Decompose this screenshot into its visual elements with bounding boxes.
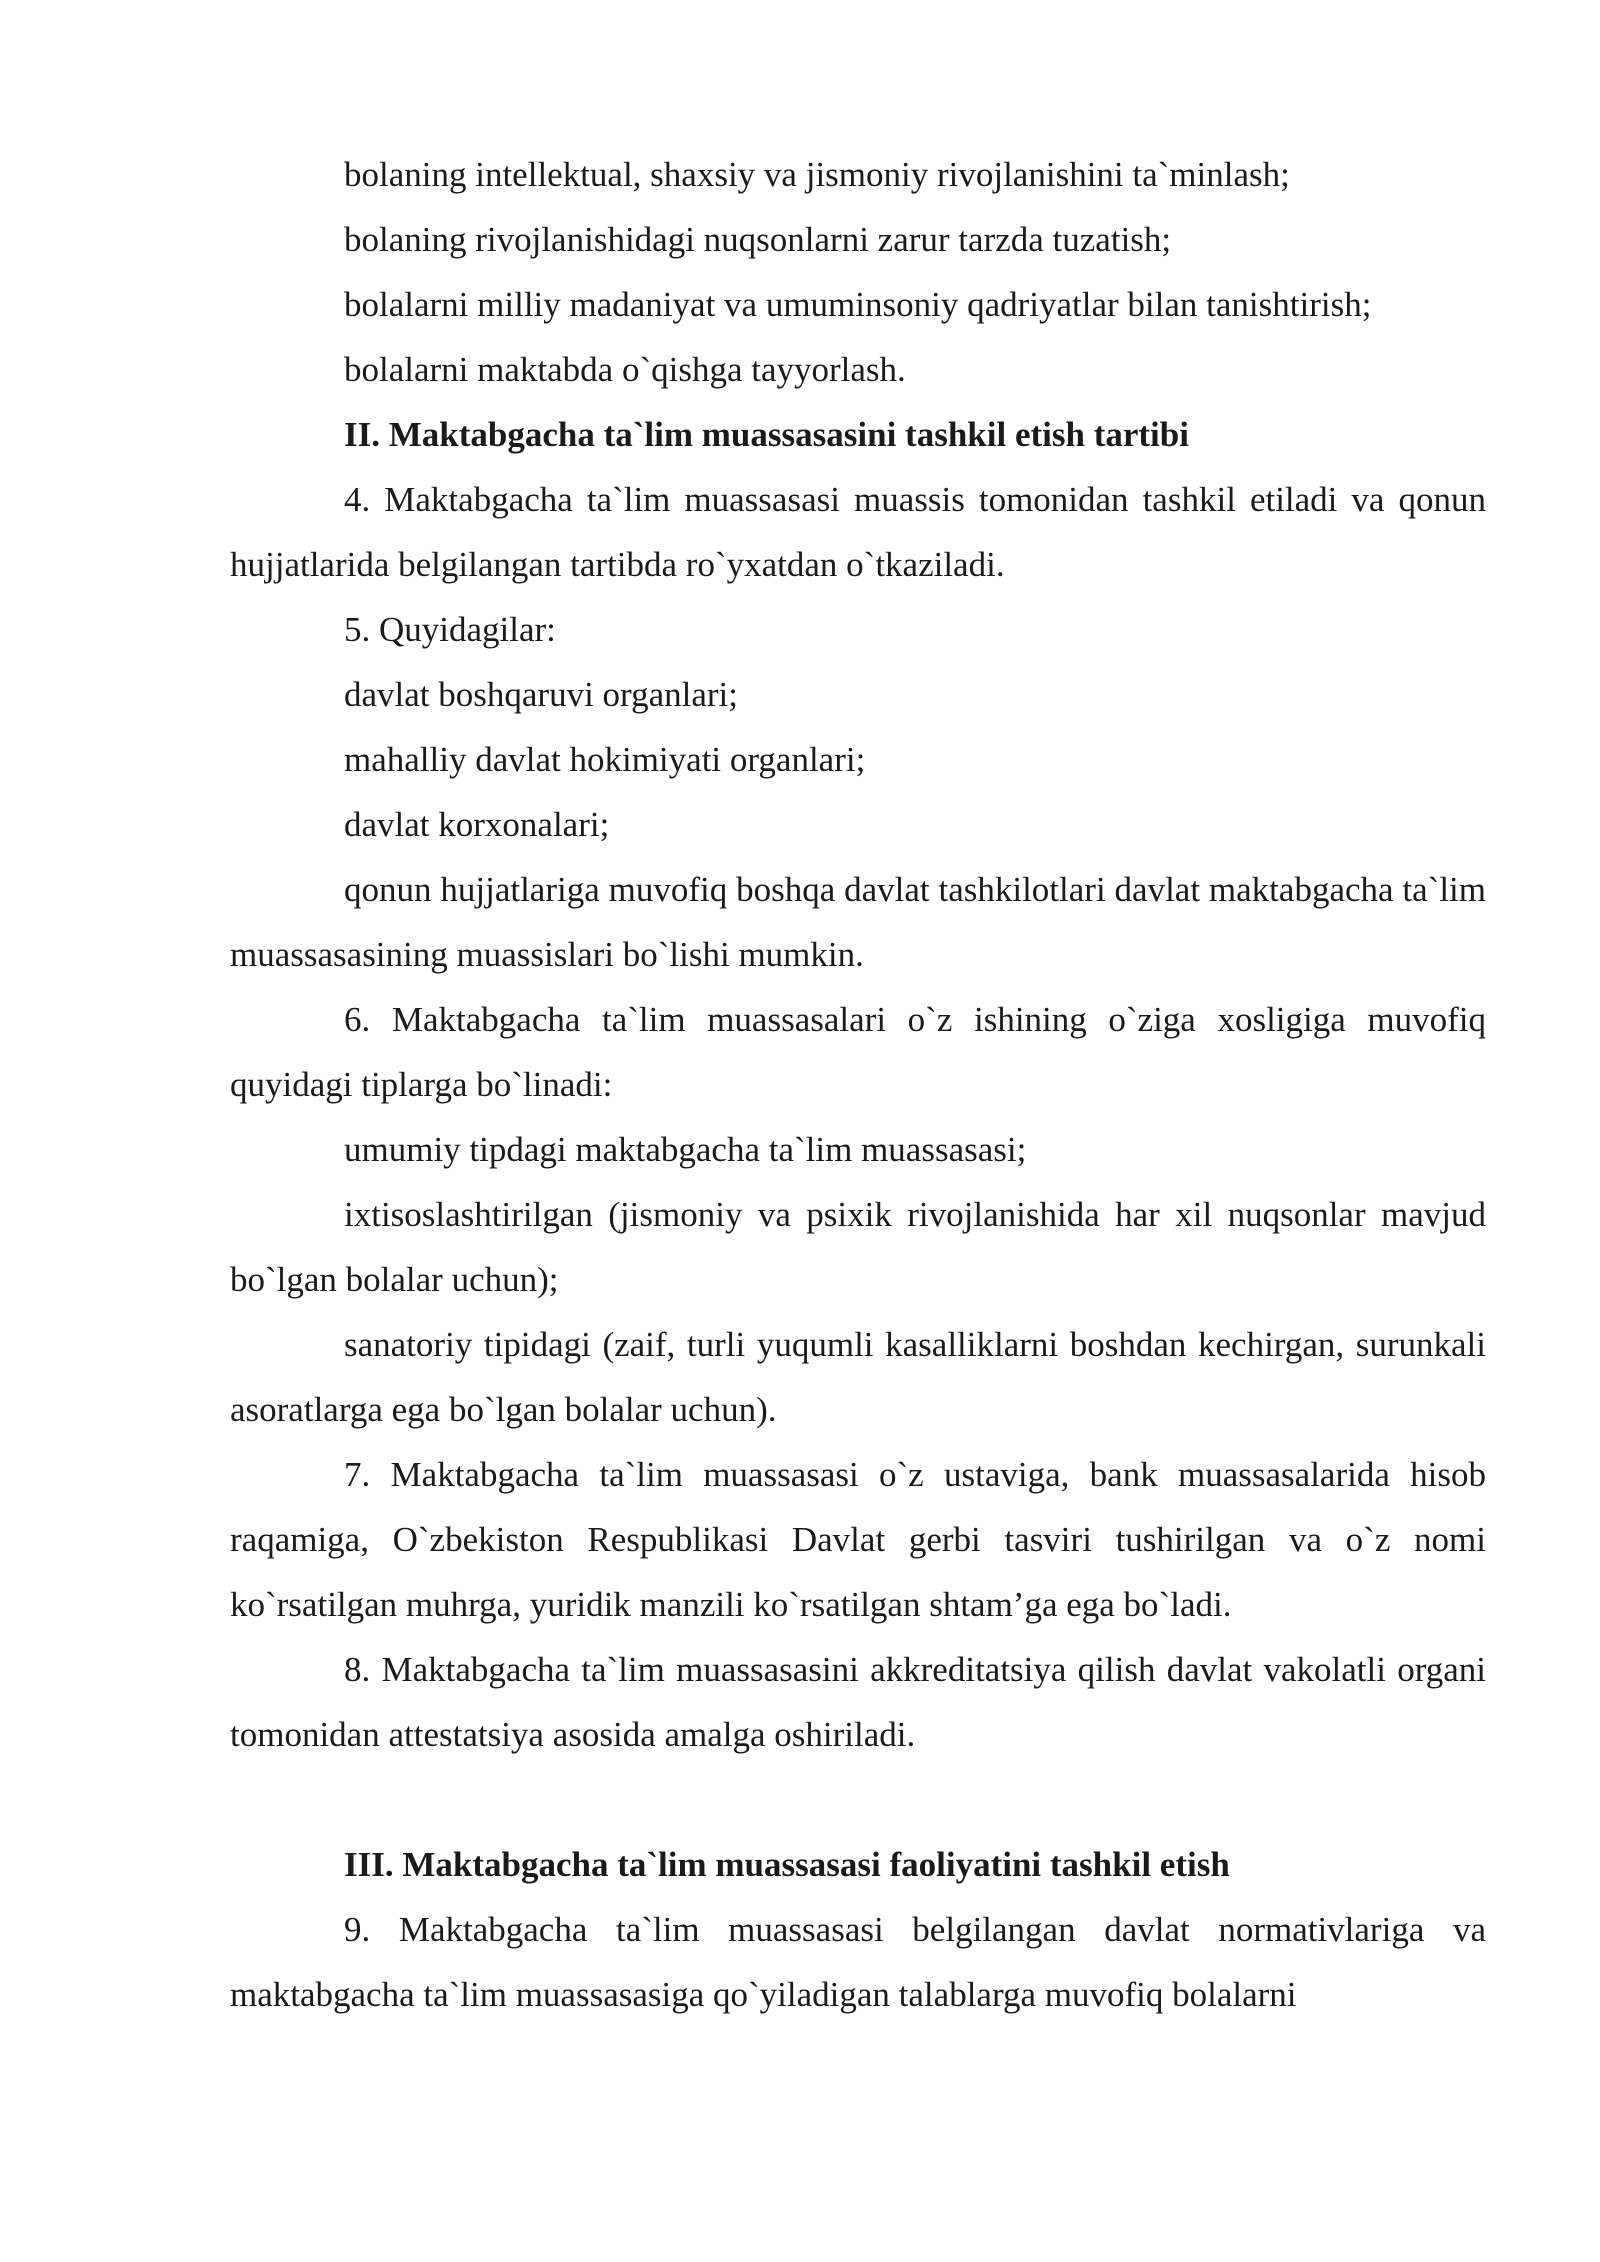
list-item: davlat boshqaruvi organlari; (344, 675, 738, 714)
spacer (230, 1767, 1486, 1832)
paragraph-4: 4. Maktabgacha ta`lim muassasasi muassis tomonidan tashkil etiladi va qonun hujjatlarida belgilangan tartibda ro`yxatdan o`tkaziladi. (230, 480, 1486, 584)
section-heading-3: III. Maktabgacha ta`lim muassasasi faoliyatini tashkil etish (344, 1845, 1230, 1884)
paragraph-5-intro: 5. Quyidagilar: (344, 610, 556, 649)
list-item: umumiy tipdagi maktabgacha ta`lim muassasasi; (344, 1130, 1027, 1169)
paragraph-6: 6. Maktabgacha ta`lim muassasalari o`z ishining o`ziga xosligiga muvofiq quyidagi tiplarga bo`linadi: (230, 1000, 1486, 1104)
paragraph-9: 9. Maktabgacha ta`lim muassasasi belgilangan davlat normativlariga va maktabgacha ta`lim muassasasiga qo`yiladigan talablarga muvofiq bolalarni (230, 1910, 1486, 2014)
list-item: bolalarni milliy madaniyat va umuminsoniy qadriyatlar bilan tanishtirish; (344, 285, 1372, 324)
paragraph-8: 8. Maktabgacha ta`lim muassasasini akkreditatsiya qilish davlat vakolatli organi tomonidan attestatsiya asosida amalga oshiriladi. (230, 1650, 1486, 1754)
document-page (230, 142, 1486, 2027)
list-item: bolalarni maktabda o`qishga tayyorlash. (344, 350, 906, 389)
list-item: ixtisoslashtirilgan (jismoniy va psixik rivojlanishida har xil nuqsonlar mavjud bo`lgan bolalar uchun); (230, 1195, 1486, 1299)
list-item: sanatoriy tipidagi (zaif, turli yuqumli kasalliklarni boshdan kechirgan, surunkali asoratlarga ega bo`lgan bolalar uchun). (230, 1325, 1486, 1429)
list-item: bolaning rivojlanishidagi nuqsonlarni zarur tarzda tuzatish; (344, 220, 1172, 259)
paragraph-5-final: qonun hujjatlariga muvofiq boshqa davlat tashkilotlari davlat maktabgacha ta`lim muassasasining muassislari bo`lishi mumkin. (230, 870, 1486, 974)
list-item: mahalliy davlat hokimiyati organlari; (344, 740, 866, 779)
paragraph-7: 7. Maktabgacha ta`lim muassasasi o`z ustaviga, bank muassasalarida hisob raqamiga, O`zbekiston Respublikasi Davlat gerbi tasviri tushirilgan va o`z nomi ko`rsatilgan muhrga, yuridik manzili ko`rsatilgan shtam’ga ega bo`ladi. (230, 1455, 1486, 1624)
section-heading-2: II. Maktabgacha ta`lim muassasasini tashkil etish tartibi (344, 415, 1189, 454)
list-item: bolaning intellektual, shaxsiy va jismoniy rivojlanishini ta`minlash; (344, 155, 1290, 194)
list-item: davlat korxonalari; (344, 805, 610, 844)
